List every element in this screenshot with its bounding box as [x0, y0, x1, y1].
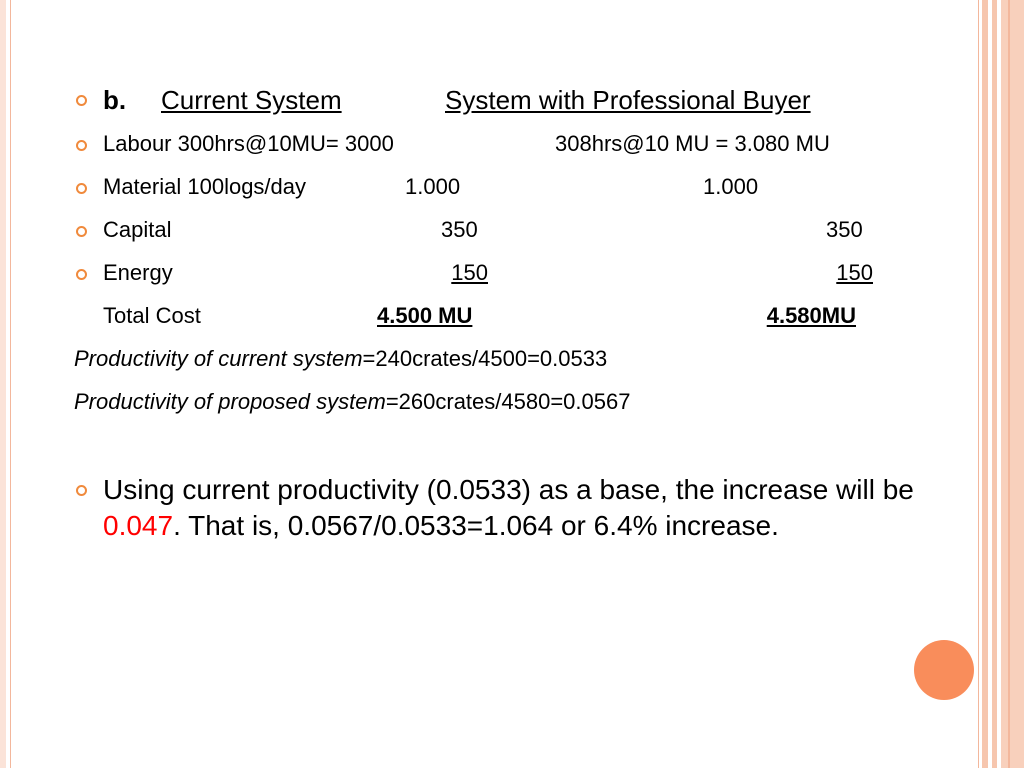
total-value-current: 4.500 MU [377, 303, 473, 328]
header-col1-wrap [161, 85, 342, 115]
total-label: Total Cost [103, 303, 201, 328]
bullet-icon [76, 226, 87, 237]
header-row [103, 85, 126, 115]
labour-value-proposed: 308hrs@10 MU = 3.080 MU [555, 131, 830, 156]
conclusion-text-2: . That is, 0.0567/0.0533=1.064 or 6.4% increase. [173, 510, 779, 541]
left-frame-stripe [0, 0, 6, 768]
capital-value-current: 350 [441, 217, 478, 242]
bullet-icon [76, 269, 87, 280]
bullet-icon [76, 140, 87, 151]
material-value-current: 1.000 [405, 174, 461, 199]
conclusion-text-1: Using current productivity (0.0533) as a base, the increase will be [103, 474, 914, 505]
current-system-heading: Current System [161, 85, 342, 115]
productivity-proposed-formula: =260crates/4580=0.0567 [385, 389, 631, 414]
right-frame-line [1008, 0, 1010, 768]
productivity-proposed [74, 389, 630, 415]
material-value-proposed: 1.000 [703, 174, 759, 199]
material-label: Material 100logs/day [103, 174, 307, 199]
item-label: b. [103, 85, 127, 115]
right-frame-stripe [982, 0, 988, 768]
energy-value-proposed: 150 [836, 260, 873, 285]
professional-buyer-heading: System with Professional Buyer [445, 85, 811, 115]
energy-value-current: 150 [451, 260, 488, 285]
right-frame-band [1001, 0, 1024, 768]
bullet-icon [76, 183, 87, 194]
total-value-proposed: 4.580MU [766, 303, 856, 328]
bullet-icon [76, 485, 87, 496]
productivity-current-label: Productivity of current system [74, 346, 363, 371]
bullet-icon [76, 95, 87, 106]
productivity-current-formula: =240crates/4500=0.0533 [362, 346, 608, 371]
energy-label: Energy [103, 260, 173, 285]
right-frame-line [978, 0, 979, 768]
header-col2-wrap [445, 85, 811, 115]
capital-label: Capital [103, 217, 172, 242]
conclusion-paragraph [103, 472, 963, 544]
conclusion-highlight: 0.047 [103, 510, 174, 541]
decorative-circle [914, 640, 974, 700]
left-frame-line [10, 0, 11, 768]
right-frame-stripe [992, 0, 997, 768]
labour-label: Labour 300hrs@10MU= 3000 [103, 131, 394, 156]
productivity-proposed-label: Productivity of proposed system [74, 389, 386, 414]
productivity-current [74, 346, 607, 372]
capital-value-proposed: 350 [826, 217, 863, 242]
